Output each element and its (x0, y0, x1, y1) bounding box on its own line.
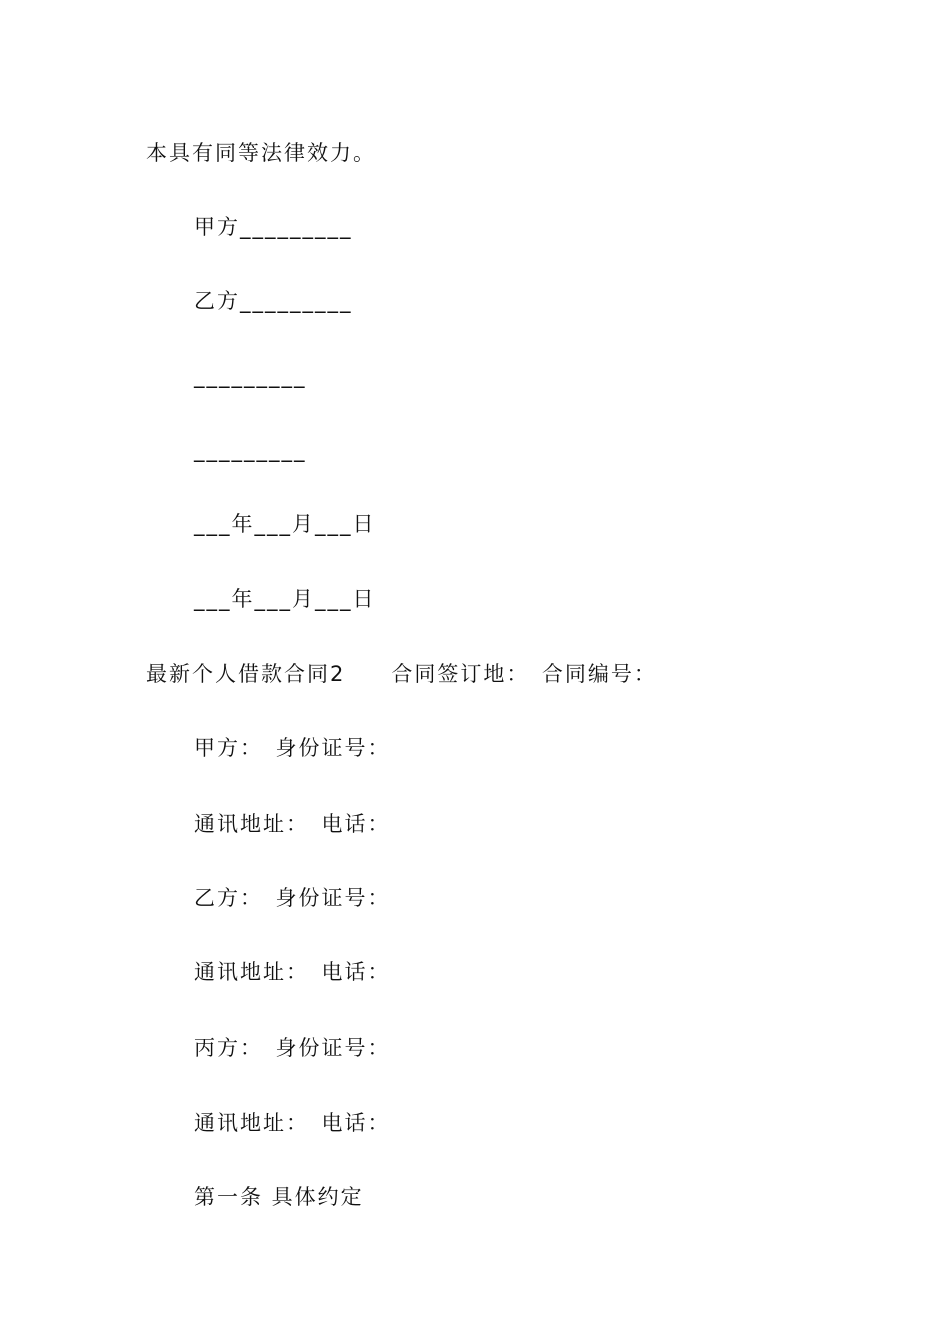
text-line-equal-legal-effect: 本具有同等法律效力。 (146, 141, 376, 165)
signature-party-a: 甲方_________ (194, 215, 353, 239)
party-b-id: 乙方： 身份证号： (194, 886, 391, 910)
article-one-heading: 第一条 具体约定 (194, 1185, 364, 1209)
contract-title-line: 最新个人借款合同2 合同签订地： 合同编号： (146, 662, 657, 686)
blank-line-2: _________ (194, 438, 307, 462)
blank-line-1: _________ (194, 364, 307, 388)
party-c-id: 丙方： 身份证号： (194, 1036, 391, 1060)
party-a-address-phone: 通讯地址： 电话： (194, 812, 391, 836)
date-line-2: ___年___月___日 (194, 587, 376, 611)
party-b-address-phone: 通讯地址： 电话： (194, 960, 391, 984)
party-c-address-phone: 通讯地址： 电话： (194, 1111, 391, 1135)
signature-party-b: 乙方_________ (194, 289, 353, 313)
party-a-id: 甲方： 身份证号： (194, 736, 391, 760)
date-line-1: ___年___月___日 (194, 512, 376, 536)
